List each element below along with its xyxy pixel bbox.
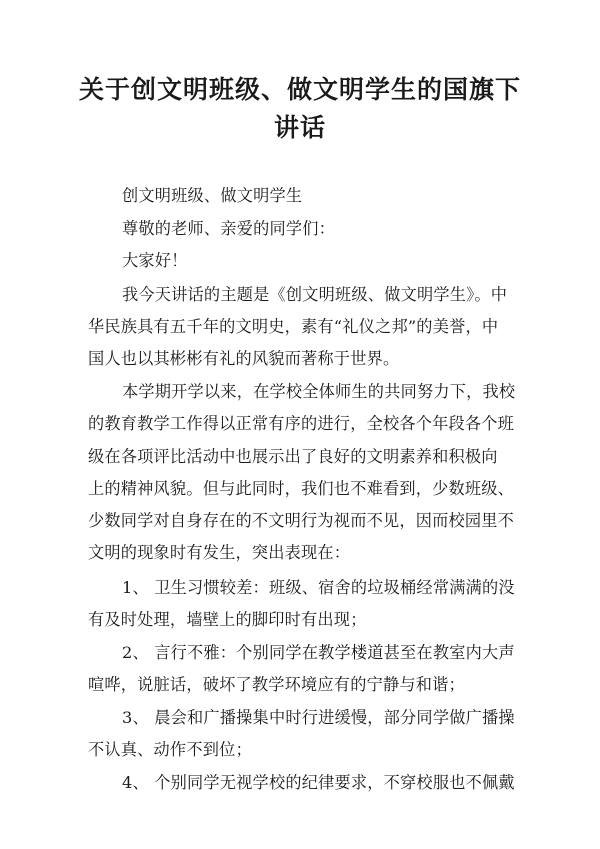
salutation: 尊敬的老师、亲爱的同学们：: [122, 219, 336, 238]
document-title-line-1: 关于创文明班级、做文明学生的国旗下: [78, 75, 521, 104]
paragraph-line: 华民族具有五千年的文明史，素有“礼仪之邦”的美誉，中: [88, 317, 499, 336]
document-title-line-2: 讲话: [273, 113, 326, 142]
paragraph-line: 本学期开学以来，在学校全体师生的共同努力下，我校: [122, 382, 516, 401]
paragraph-line: 上的精神风貌。但与此同时，我们也不难看到，少数班级、: [88, 479, 515, 498]
list-item-line: 1、 卫生习惯较差：班级、宿舍的垃圾桶经常满满的没: [122, 578, 515, 597]
paragraph-line: 我今天讲话的主题是《创文明班级、做文明学生》。中: [122, 285, 508, 304]
paragraph-line: 级在各项评比活动中也展示出了良好的文明素养和积极向: [88, 447, 498, 466]
greeting: 大家好！: [122, 251, 188, 270]
list-item-line: 3、 晨会和广播操集中时行进缓慢，部分同学做广播操: [122, 708, 515, 727]
paragraph-line: 的教育教学工作得以正常有序的进行，全校各个年段各个班: [88, 414, 515, 433]
list-item-line: 不认真、动作不到位；: [88, 740, 252, 759]
list-item-line: 4、 个别同学无视学校的纪律要求，不穿校服也不佩戴: [122, 773, 515, 792]
list-item-line: 2、 言行不雅：个别同学在教学楼道甚至在教室内大声: [122, 643, 515, 662]
paragraph-line: 少数同学对自身存在的不文明行为视而不见，因而校园里不: [88, 511, 515, 530]
paragraph-line: 文明的现象时有发生，突出表现在：: [88, 543, 351, 562]
subtitle: 创文明班级、做文明学生: [122, 186, 303, 205]
list-item-line: 有及时处理，墙壁上的脚印时有出现；: [88, 610, 367, 629]
list-item-line: 喧哗，说脏话，破坏了教学环境应有的宁静与和谐；: [88, 675, 465, 694]
paragraph-line: 国人也以其彬彬有礼的风貌而著称于世界。: [88, 349, 400, 368]
